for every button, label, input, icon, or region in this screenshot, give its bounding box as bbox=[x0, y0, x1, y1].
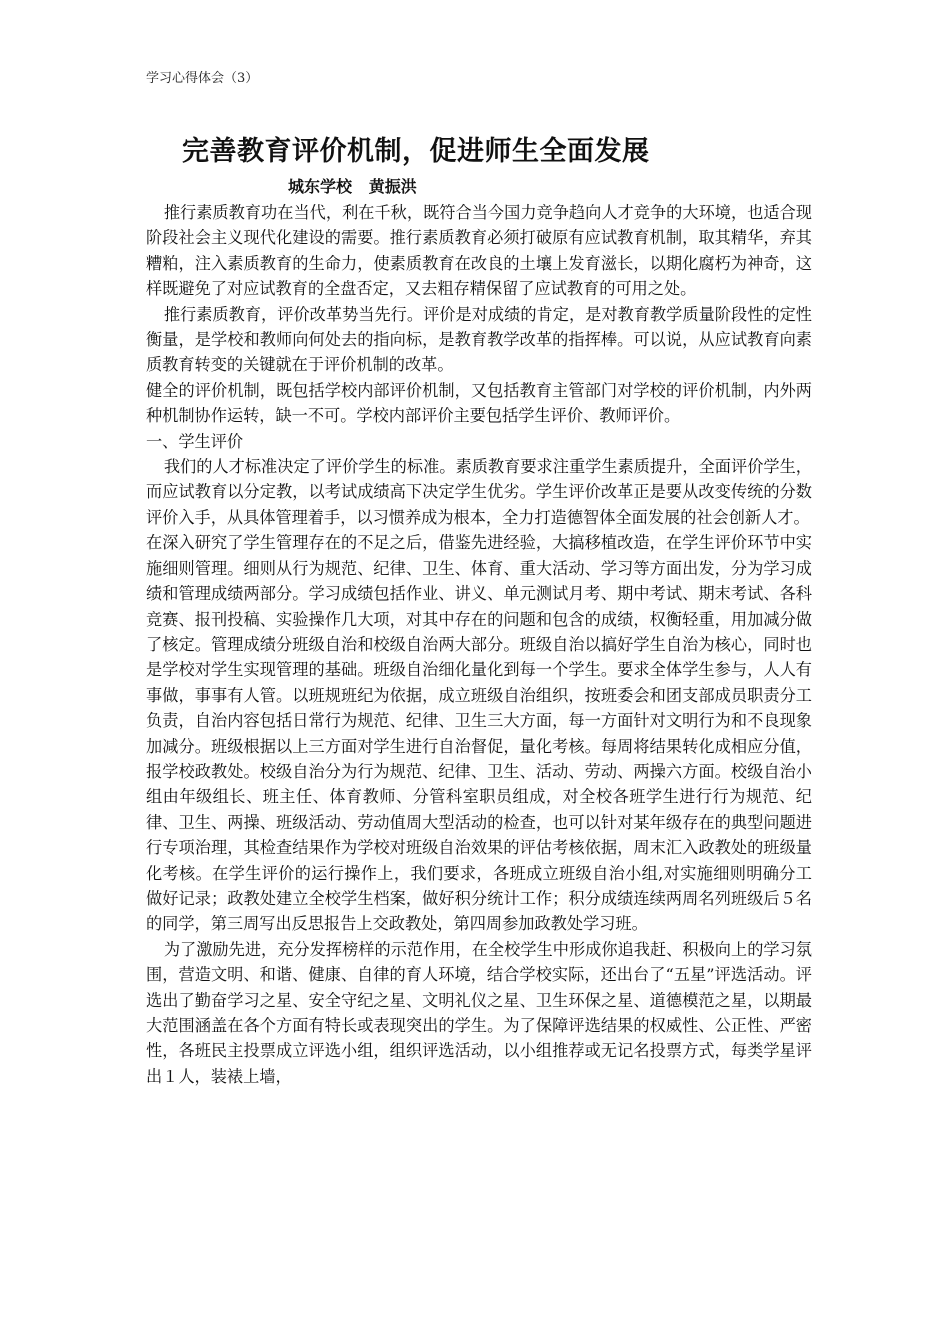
paragraph-detailed-management: 在深入研究了学生管理存在的不足之后，借鉴先进经验，大搞移植改造，在学生评价环节中实施细则管理。细则从行为规范、纪律、卫生、体育、重大活动、学习等方面出发，分为学习成绩和管理成绩两部分。学习成绩包括作业、讲义、单元测试月考、期中考试、期末考试、各科竞赛、报刊投稿、实验操作几大项，对其中存在的问题和包含的成绩，权衡轻重，用加减分做了核定。管理成绩分班级自治和校级自治两大部分。班级自治以搞好学生自治为核心，同时也是学校对学生实现管理的基础。班级自治细化量化到每一个学生。要求全体学生参与，人人有事做，事事有人管。以班规班纪为依据，成立班级自治组织，按班委会和团支部成员职责分工负责，自治内容包括日常行为规范、纪律、卫生三大方面，每一方面针对文明行为和不良现象加减分。班级根据以上三方面对学生进行自治督促，量化考核。每周将结果转化成相应分值，报学校政教处。校级自治分为行为规范、纪律、卫生、活动、劳动、两操六方面。校级自治小组由年级组长、班主任、体育教师、分管科室职员组成，对全校各班学生进行行为规范、纪律、卫生、两操、班级活动、劳动值周大型活动的检查，也可以针对某年级存在的典型问题进行专项治理，其检查结果作为学校对班级自治效果的评估考核依据，周末汇入政教处的班级量化考核。在学生评价的运行操作上，我们要求，各班成立班级自治小组,对实施细则明确分工做好记录；政教处建立全校学生档案，做好积分统计工作；积分成绩连续两周名列班级后５名的同学，第三周写出反思报告上交政教处，第四周参加政教处学习班。 bbox=[146, 533, 812, 934]
paragraph-intro: 推行素质教育功在当代，利在千秋，既符合当今国力竞争趋向人才竞争的大环境，也适合现阶段社会主义现代化建设的需要。推行素质教育必须打破原有应试教育机制，取其精华，弃其糟粕，注入素质教育的生命力，使素质教育在改良的土壤上发育滋长，以期化腐朽为神奇，这样既避免了对应试教育的全盘否定，又去粗存精保留了应试教育的可用之处。 bbox=[146, 203, 812, 299]
document-body bbox=[146, 200, 812, 1089]
author-line: 城东学校 黄振洪 bbox=[288, 177, 417, 196]
paragraph-five-star: 为了激励先进，充分发挥榜样的示范作用，在全校学生中形成你追我赶、积极向上的学习氛围，营造文明、和谐、健康、自律的育人环境，结合学校实际，还出台了“五星”评选活动。评选出了勤奋学习之星、安全守纪之星、文明礼仪之星、卫生环保之星、道德模范之星，以期最大范围涵盖在各个方面有特长或表现突出的学生。为了保障评选结果的权威性、公正性、严密性，各班民主投票成立评选小组，组织评选活动，以小组推荐或无记名投票方式，每类学星评出１人，装裱上墙， bbox=[146, 939, 812, 1086]
paragraph-talent-standard: 我们的人才标准决定了评价学生的标准。素质教育要求注重学生素质提升，全面评价学生，而应试教育以分定教，以考试成绩高下决定学生优劣。学生评价改革正是要从改变传统的分数评价入手，从具体管理着手，以习惯养成为根本，全力打造德智体全面发展的社会创新人才。 bbox=[146, 457, 812, 527]
section-heading-student-evaluation: 一、学生评价 bbox=[146, 431, 244, 451]
paragraph-mechanism: 健全的评价机制，既包括学校内部评价机制，又包括教育主管部门对学校的评价机制，内外两种机制协作运转，缺一不可。学校内部评价主要包括学生评价、教师评价。 bbox=[146, 380, 812, 426]
paragraph-evaluation-reform: 推行素质教育，评价改革势当先行。评价是对成绩的肯定，是对教育教学质量阶段性的定性衡量，是学校和教师向何处去的指向标，是教育教学改革的指挥棒。可以说，从应试教育向素质教育转变的关键就在于评价机制的改革。 bbox=[146, 304, 812, 375]
page-header: 学习心得体会（3） bbox=[146, 71, 259, 86]
document-title: 完善教育评价机制，促进师生全面发展 bbox=[182, 136, 650, 167]
